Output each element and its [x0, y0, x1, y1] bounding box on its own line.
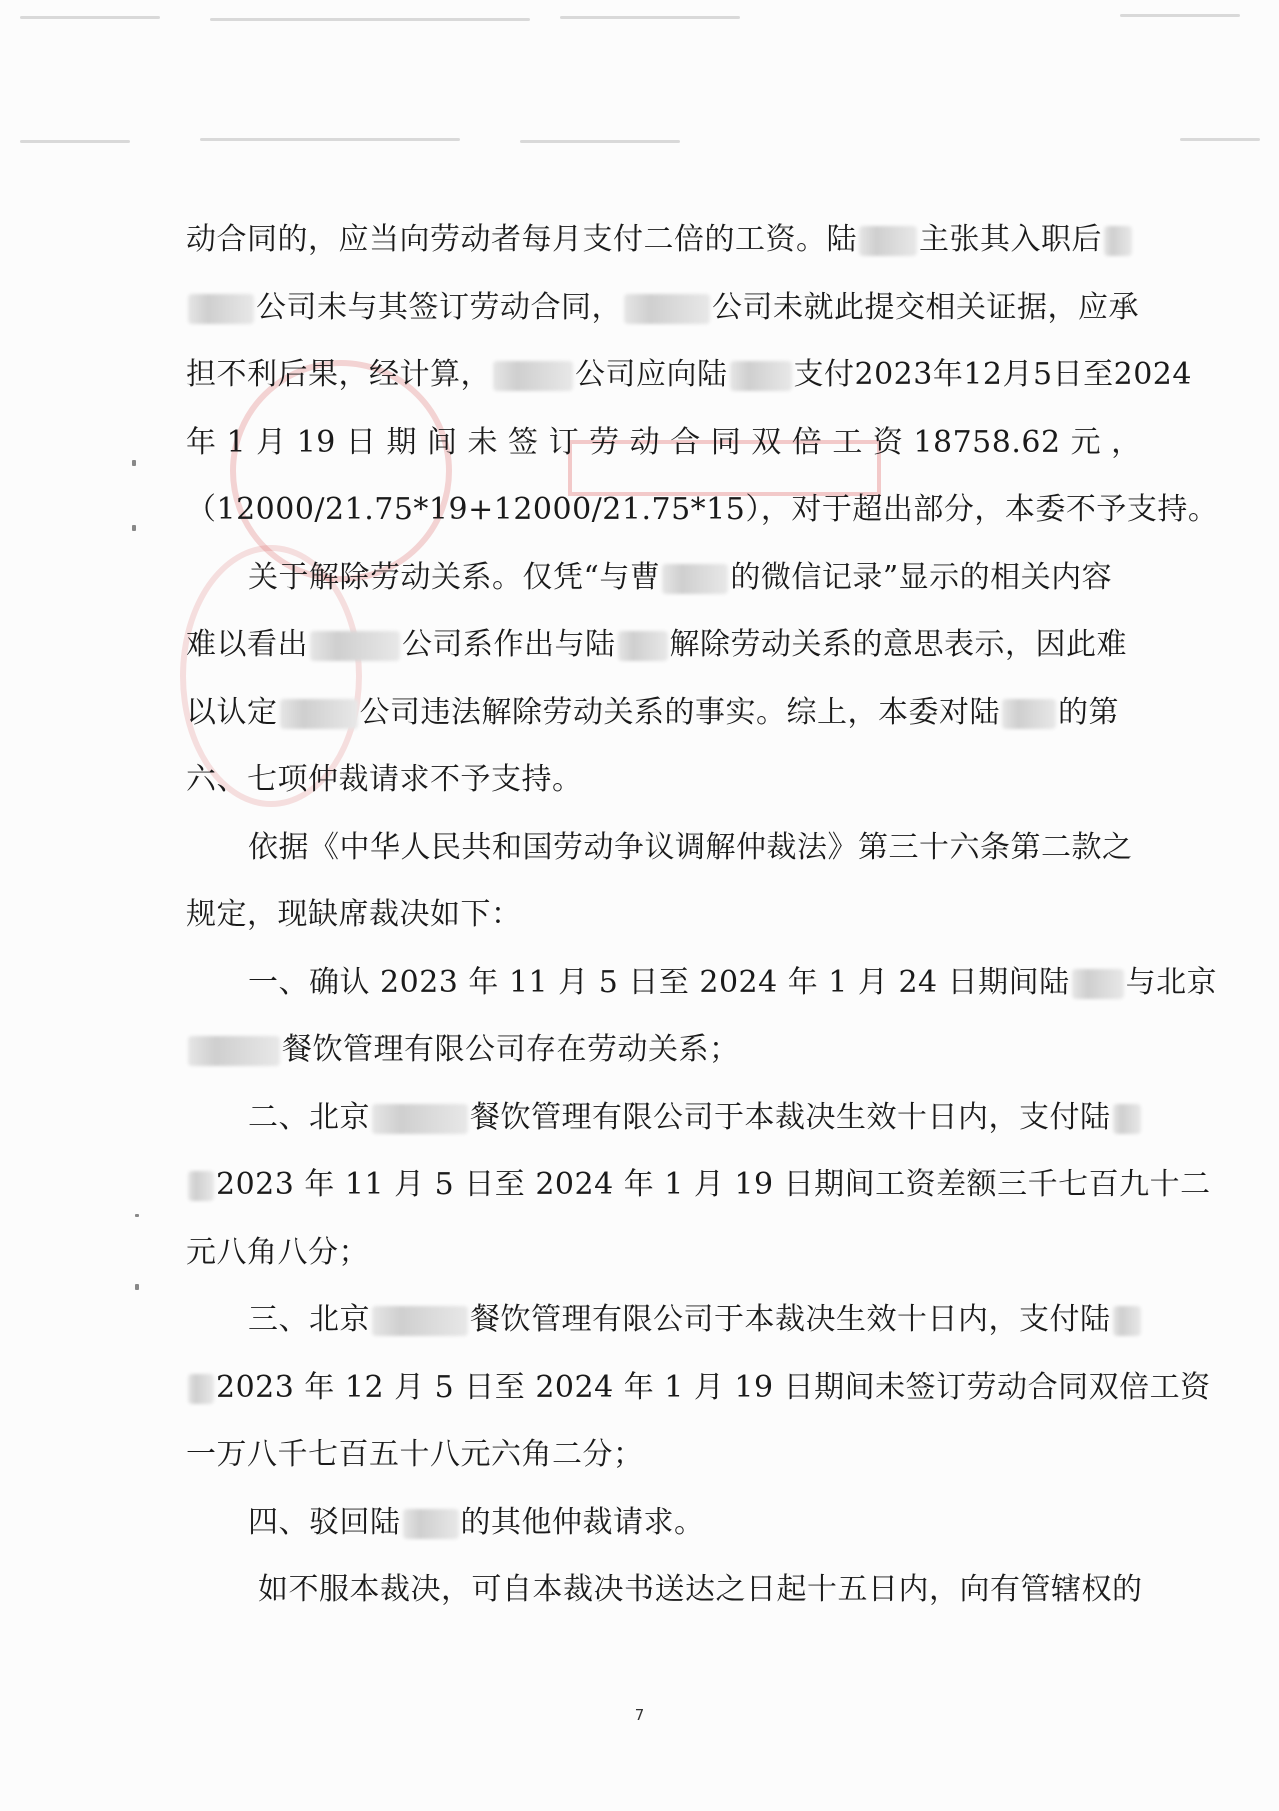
scan-artifact	[1180, 138, 1260, 141]
redacted-name	[1002, 699, 1056, 729]
text-segment: 依据《中华人民共和国劳动争议调解仲裁法》第三十六条第二款之	[248, 829, 1133, 865]
text-segment: 餐饮管理有限公司于本裁决生效十日内，支付陆	[470, 1302, 1111, 1337]
text-segment: 的其他仲裁请求。	[460, 1504, 705, 1540]
text-segment: 公司系作出与陆	[402, 627, 616, 662]
scan-artifact	[210, 18, 530, 21]
scan-artifact	[200, 138, 460, 141]
scan-artifact	[20, 16, 160, 19]
text-segment: 难以看出	[186, 627, 308, 662]
margin-mark	[135, 1214, 139, 1217]
text-line	[186, 814, 1133, 882]
scan-artifact	[1120, 14, 1240, 17]
text-segment: 六、七项仲裁请求不予支持。	[186, 762, 583, 797]
redacted-company	[280, 699, 358, 729]
page-number: 7	[634, 1706, 645, 1724]
redacted-company	[624, 294, 710, 324]
redacted-company	[188, 1036, 280, 1066]
redacted-company	[372, 1104, 468, 1134]
redacted-name	[188, 1374, 214, 1404]
redacted-name	[662, 564, 728, 594]
text-segment: 关于解除劳动关系。仅凭“与曹	[248, 559, 661, 595]
text-line	[186, 1219, 1098, 1287]
redacted-company	[188, 294, 254, 324]
text-segment: 公司应向陆	[575, 357, 728, 392]
redacted-company	[372, 1306, 468, 1336]
text-segment: 年 1 月 19 日 期 间 未 签 订 劳 动 合 同 双 倍 工 资 18758.62 元 ，	[186, 424, 1142, 460]
text-line	[186, 1151, 1211, 1219]
text-line	[186, 1084, 1111, 1152]
text-segment: 的微信记录”显示的相关内容	[730, 559, 1113, 595]
text-segment: 主张其入职后	[919, 222, 1102, 257]
scan-artifact	[560, 16, 740, 19]
scan-artifact	[520, 140, 680, 143]
text-segment: 支付2023年12月5日至2024	[793, 357, 1192, 392]
margin-mark	[135, 1284, 139, 1290]
text-line	[186, 409, 1142, 477]
text-segment: 解除劳动关系的意思表示，因此难	[669, 627, 1127, 662]
text-line	[186, 476, 1219, 544]
text-line	[186, 611, 1127, 679]
text-line	[186, 949, 1218, 1017]
text-segment: 2023 年 11 月 5 日至 2024 年 1 月 19 日期间工资差额三千七百九十二	[216, 1167, 1211, 1202]
text-segment: 动合同的，应当向劳动者每月支付二倍的工资。陆	[186, 222, 857, 257]
text-segment: 元八角八分；	[186, 1234, 369, 1270]
redacted-name	[618, 631, 668, 661]
text-segment: 二、北京	[248, 1099, 370, 1135]
scan-artifact	[20, 140, 130, 143]
text-line	[186, 746, 1098, 814]
redacted-company	[493, 361, 573, 391]
text-segment: （12000/21.75*19+12000/21.75*15），对于超出部分，本委不予支持。	[186, 492, 1219, 527]
redacted-name	[1113, 1104, 1141, 1134]
text-line	[186, 881, 1098, 949]
text-segment: 公司未与其签订劳动合同，	[256, 289, 622, 325]
text-segment: 2023 年 12 月 5 日至 2024 年 1 月 19 日期间未签订劳动合同双倍工资	[216, 1369, 1211, 1405]
text-segment: 公司未就此提交相关证据，应承	[712, 289, 1139, 325]
text-segment: 担不利后果，经计算，	[186, 357, 491, 392]
text-segment: 的第	[1058, 694, 1119, 730]
text-line	[186, 1421, 1098, 1489]
text-segment: 一万八千七百五十八元六角二分；	[186, 1437, 644, 1472]
text-segment: 一、确认 2023 年 11 月 5 日至 2024 年 1 月 24 日期间陆	[248, 964, 1070, 1000]
text-line	[186, 1489, 1098, 1557]
text-line	[186, 679, 1119, 747]
redacted-name	[859, 226, 917, 256]
text-line	[186, 1556, 1143, 1624]
document-body	[186, 206, 1219, 1624]
redacted-name	[1104, 226, 1132, 256]
margin-mark	[132, 525, 136, 531]
text-segment: 三、北京	[248, 1302, 370, 1337]
redacted-name	[730, 361, 792, 391]
redacted-name	[1113, 1306, 1141, 1336]
text-segment: 规定，现缺席裁决如下：	[186, 897, 522, 932]
redacted-company	[310, 631, 400, 661]
text-segment: 公司违法解除劳动关系的事实。综上，本委对陆	[359, 694, 1000, 730]
text-line	[186, 274, 1139, 342]
text-line	[186, 544, 1113, 612]
redacted-name	[1072, 969, 1124, 999]
text-line	[186, 1286, 1111, 1354]
text-line	[186, 206, 1102, 274]
text-segment: 以认定	[186, 694, 278, 730]
text-segment: 与北京	[1125, 964, 1218, 1000]
text-line	[186, 1354, 1211, 1422]
text-segment: 四、驳回陆	[248, 1504, 401, 1540]
text-line	[186, 341, 1192, 409]
text-segment: 如不服本裁决，可自本裁决书送达之日起十五日内，向有管辖权的	[258, 1572, 1143, 1607]
redacted-name	[188, 1171, 214, 1201]
text-line	[186, 1016, 1098, 1084]
text-segment: 餐饮管理有限公司存在劳动关系；	[282, 1032, 740, 1067]
text-segment: 餐饮管理有限公司于本裁决生效十日内，支付陆	[470, 1099, 1111, 1135]
margin-mark	[132, 460, 136, 466]
redacted-name	[403, 1509, 459, 1539]
